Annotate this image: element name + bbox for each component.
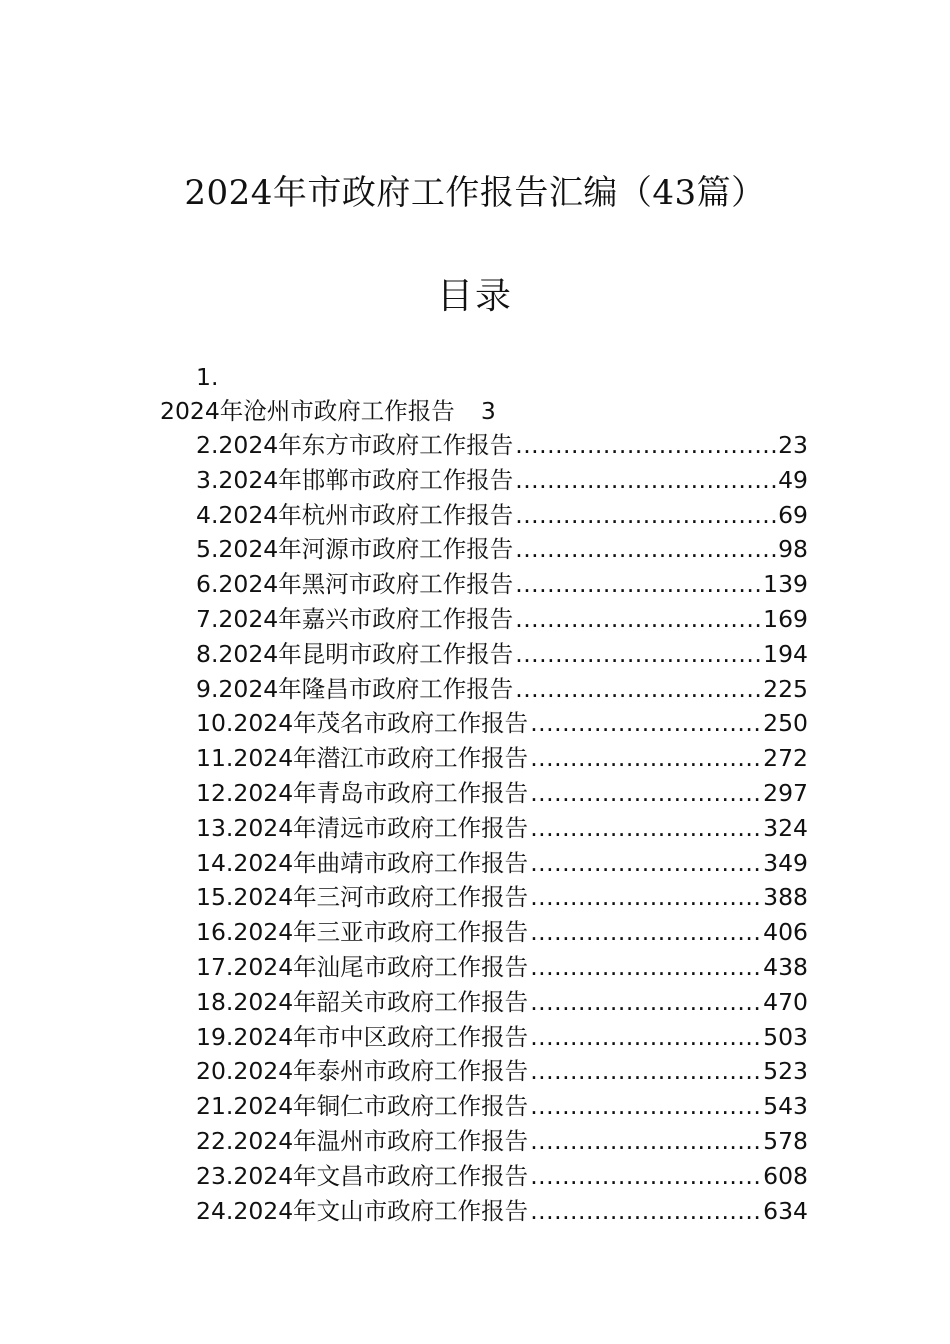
toc-entry-title: 17.2024年汕尾市政府工作报告 xyxy=(196,952,529,981)
toc-entry-title: 23.2024年文昌市政府工作报告 xyxy=(196,1161,529,1190)
toc-entry[interactable] xyxy=(160,811,808,846)
dot-leader xyxy=(513,498,778,533)
dot-leader xyxy=(513,463,778,498)
toc-entry-title: 14.2024年曲靖市政府工作报告 xyxy=(196,848,529,877)
toc-entry-title: 5.2024年河源市政府工作报告 xyxy=(196,535,514,564)
dot-leader xyxy=(528,706,763,741)
toc-entry-page: 349 xyxy=(763,848,808,877)
toc-entry-page: 139 xyxy=(763,570,808,599)
toc-entry-number: 1. xyxy=(196,363,219,391)
dot-leader xyxy=(513,672,763,707)
dot-leader xyxy=(528,1054,763,1089)
toc-entry-title: 2024年沧州市政府工作报告 xyxy=(160,397,455,425)
toc-entry-title: 11.2024年潜江市政府工作报告 xyxy=(196,744,529,773)
toc-entry-page: 388 xyxy=(763,883,808,912)
toc-entry-title: 4.2024年杭州市政府工作报告 xyxy=(196,500,514,529)
toc-entry-page: 98 xyxy=(778,535,808,564)
toc-entry-page: 634 xyxy=(763,1196,808,1225)
toc-entry-title: 10.2024年茂名市政府工作报告 xyxy=(196,709,529,738)
toc-entry[interactable] xyxy=(160,1124,808,1159)
dot-leader xyxy=(528,915,763,950)
toc-entry[interactable] xyxy=(160,672,808,707)
toc-entry-page: 608 xyxy=(763,1161,808,1190)
dot-leader xyxy=(528,846,763,881)
toc-entry-page: 23 xyxy=(778,431,808,459)
dot-leader xyxy=(528,1124,763,1159)
toc-entry[interactable] xyxy=(160,498,808,533)
dot-leader xyxy=(513,637,763,672)
toc-entry-page: 406 xyxy=(763,918,808,947)
toc-entry[interactable] xyxy=(160,880,808,915)
toc-entry[interactable] xyxy=(160,1089,808,1124)
document-title: 2024年市政府工作报告汇编（43篇） xyxy=(184,173,766,213)
toc-entry-page: 523 xyxy=(763,1057,808,1086)
toc-entry-page: 324 xyxy=(763,813,808,842)
dot-leader xyxy=(528,950,763,985)
toc-entry-title: 2.2024年东方市政府工作报告 xyxy=(196,431,514,459)
toc-entry[interactable] xyxy=(160,428,808,463)
toc-entry[interactable] xyxy=(160,985,808,1020)
toc-entry-page: 225 xyxy=(763,674,808,703)
toc-entry-title: 6.2024年黑河市政府工作报告 xyxy=(196,570,514,599)
dot-leader xyxy=(528,985,763,1020)
toc-entry[interactable] xyxy=(160,394,808,428)
toc-entry-page: 470 xyxy=(763,987,808,1016)
dot-leader xyxy=(528,776,763,811)
toc-entry[interactable] xyxy=(160,1159,808,1194)
toc-list xyxy=(160,428,808,1228)
toc-entry-title: 12.2024年青岛市政府工作报告 xyxy=(196,778,529,807)
toc-entry-page: 194 xyxy=(763,639,808,668)
toc-entry[interactable] xyxy=(160,915,808,950)
toc-entry[interactable] xyxy=(160,1194,808,1229)
toc-entry-title: 18.2024年韶关市政府工作报告 xyxy=(196,987,529,1016)
toc-entry[interactable] xyxy=(160,776,808,811)
dot-leader xyxy=(513,428,778,463)
dot-leader xyxy=(528,880,763,915)
toc-entry-page: 169 xyxy=(763,604,808,633)
toc-entry-title: 20.2024年泰州市政府工作报告 xyxy=(196,1057,529,1086)
dot-leader xyxy=(528,1089,763,1124)
toc-entry-title: 21.2024年铜仁市政府工作报告 xyxy=(196,1092,529,1121)
toc-entry-title: 19.2024年市中区政府工作报告 xyxy=(196,1022,529,1051)
toc-entry-title: 8.2024年昆明市政府工作报告 xyxy=(196,639,514,668)
dot-leader xyxy=(513,567,763,602)
toc-entry-title: 9.2024年隆昌市政府工作报告 xyxy=(196,674,514,703)
toc-entry-page: 3 xyxy=(480,397,496,425)
toc-entry-title: 24.2024年文山市政府工作报告 xyxy=(196,1196,529,1225)
toc-entry-page: 503 xyxy=(763,1022,808,1051)
table-of-contents xyxy=(160,360,808,1228)
toc-entry-page: 578 xyxy=(763,1126,808,1155)
toc-entry[interactable] xyxy=(160,741,808,776)
toc-entry[interactable] xyxy=(160,532,808,567)
toc-entry[interactable] xyxy=(160,1054,808,1089)
toc-entry[interactable] xyxy=(160,846,808,881)
toc-entry-title: 15.2024年三河市政府工作报告 xyxy=(196,883,529,912)
dot-leader xyxy=(513,602,763,637)
toc-entry[interactable] xyxy=(160,463,808,498)
toc-entry[interactable] xyxy=(160,567,808,602)
dot-leader xyxy=(528,811,763,846)
toc-entry-page: 272 xyxy=(763,744,808,773)
toc-entry-page: 49 xyxy=(778,465,808,494)
toc-entry-page: 297 xyxy=(763,778,808,807)
toc-entry[interactable] xyxy=(160,637,808,672)
toc-entry-title: 22.2024年温州市政府工作报告 xyxy=(196,1126,529,1155)
toc-entry-page: 543 xyxy=(763,1092,808,1121)
toc-entry-page: 69 xyxy=(778,500,808,529)
toc-entry[interactable] xyxy=(160,602,808,637)
toc-entry-title: 13.2024年清远市政府工作报告 xyxy=(196,813,529,842)
toc-entry-page: 250 xyxy=(763,709,808,738)
dot-leader xyxy=(528,741,763,776)
dot-leader xyxy=(528,1194,763,1229)
dot-leader xyxy=(528,1159,763,1194)
toc-entry-page: 438 xyxy=(763,952,808,981)
toc-entry-title: 7.2024年嘉兴市政府工作报告 xyxy=(196,604,514,633)
toc-entry[interactable] xyxy=(160,1020,808,1055)
dot-leader xyxy=(513,532,778,567)
toc-entry[interactable] xyxy=(160,950,808,985)
toc-heading: 目录 xyxy=(436,276,513,317)
toc-entry[interactable] xyxy=(160,706,808,741)
toc-entry-title: 16.2024年三亚市政府工作报告 xyxy=(196,918,529,947)
toc-entry-title: 3.2024年邯郸市政府工作报告 xyxy=(196,465,514,494)
dot-leader xyxy=(528,1020,763,1055)
